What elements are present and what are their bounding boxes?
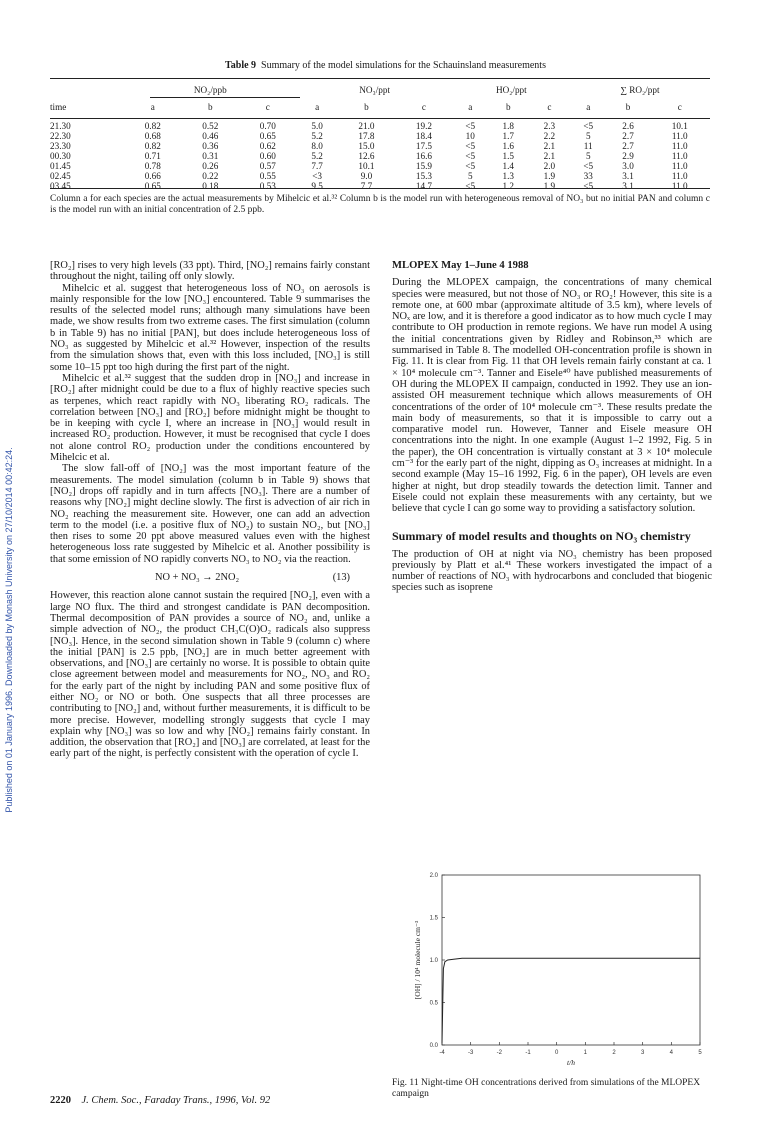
table-subheader bbox=[50, 97, 710, 117]
time-cell: 01.45 bbox=[50, 161, 71, 171]
value-cell: 12.6 bbox=[358, 151, 375, 161]
value-cell: 11.0 bbox=[671, 141, 688, 151]
value-cell: 9.5 bbox=[311, 181, 323, 191]
table-row bbox=[50, 171, 710, 181]
figure-caption: Fig. 11 Night-time OH concentrations derived from simulations of the MLOPEX campaign bbox=[392, 1078, 701, 1099]
value-cell: 3.1 bbox=[622, 171, 634, 181]
equation-number: (13) bbox=[332, 572, 350, 584]
time-cell: 22.30 bbox=[50, 131, 71, 141]
value-cell: 1.7 bbox=[502, 131, 515, 141]
value-cell: 2.3 bbox=[543, 121, 556, 131]
value-cell: 10.1 bbox=[671, 121, 688, 131]
x-tick-label: 4 bbox=[669, 1050, 674, 1056]
time-header: time bbox=[50, 102, 67, 112]
subcol-b: b bbox=[625, 102, 631, 112]
value-cell: 0.31 bbox=[202, 151, 219, 161]
value-cell: 0.55 bbox=[259, 171, 276, 181]
x-tick-label: 0 bbox=[554, 1050, 559, 1056]
value-cell: <5 bbox=[583, 161, 594, 171]
value-cell: 0.68 bbox=[144, 131, 161, 141]
value-cell: 0.65 bbox=[259, 131, 276, 141]
table-title: Summary of the model simulations for the Schauinsland measurements bbox=[261, 60, 546, 71]
value-cell: <5 bbox=[465, 121, 476, 131]
page-number: 2220 bbox=[50, 1095, 71, 1106]
value-cell: 5.0 bbox=[311, 121, 323, 131]
table-row bbox=[50, 117, 710, 131]
value-cell: 0.66 bbox=[144, 171, 161, 181]
value-cell: <5 bbox=[583, 121, 594, 131]
time-cell: 21.30 bbox=[50, 121, 71, 131]
value-cell: 15.0 bbox=[358, 141, 375, 151]
sidebar-text: Published on 01 January 1996. Downloaded by Monash University on 27/10/2014 00:42:24. bbox=[4, 447, 14, 813]
value-cell: <5 bbox=[465, 141, 476, 151]
value-cell: 11.0 bbox=[671, 151, 688, 161]
value-cell: 0.60 bbox=[259, 151, 276, 161]
x-tick-label: -2 bbox=[496, 1050, 503, 1056]
left-column bbox=[50, 260, 370, 760]
value-cell: 2.9 bbox=[622, 151, 634, 161]
subcol-c: c bbox=[547, 102, 552, 112]
x-tick-label: 5 bbox=[698, 1050, 702, 1056]
value-cell: 16.6 bbox=[415, 151, 432, 161]
time-cell: 00.30 bbox=[50, 151, 71, 161]
x-tick-label: -1 bbox=[525, 1050, 531, 1056]
paragraph: Mihelcic et al. suggest that heterogeneous loss of NO₃ on aerosols is mainly responsible for the low [NO₃] encountered. Table 9 summarises the results of the selected model runs; although many simulations have been made, we show results from two extreme cases. The first simulation (column b in Table 9) has no initial [PAN], but does include heterogeneous loss of NO₃ as suggested by Mihelcic et al.³² However, inspection of the results from the simulation shows that, even with this loss included, [NO₃] is still some 10–15 ppt too high during the first part of the night. bbox=[50, 282, 370, 373]
value-cell: 2.7 bbox=[622, 141, 634, 151]
value-cell: 1.5 bbox=[502, 151, 515, 161]
x-tick-label: -4 bbox=[439, 1050, 445, 1056]
time-cell: 03.45 bbox=[50, 181, 71, 191]
value-cell: 0.18 bbox=[202, 181, 219, 191]
value-cell: 0.70 bbox=[259, 121, 276, 131]
value-cell: 10.1 bbox=[358, 161, 375, 171]
subcol-a: a bbox=[468, 102, 473, 112]
value-cell: 1.9 bbox=[543, 171, 556, 181]
value-cell: 11.0 bbox=[671, 171, 688, 181]
value-cell: 21.0 bbox=[358, 121, 375, 131]
subcol-c: c bbox=[421, 102, 426, 112]
equation-text: NO + NO₃ → 2NO₂ bbox=[155, 572, 240, 584]
value-cell: 7.7 bbox=[311, 161, 323, 171]
value-cell: 2.2 bbox=[543, 131, 556, 141]
value-cell: 0.78 bbox=[144, 161, 161, 171]
value-cell: 2.1 bbox=[543, 141, 556, 151]
paragraph: The production of OH at night via NO₃ chemistry has been proposed previously by Platt et al.⁴¹ These workers investigated the impact of a number of reactions of NO₃ with hydrocarbons and concluded that biogenic species such as isoprene bbox=[392, 548, 712, 594]
paragraph: The slow fall-off of [NO₂] was the most important feature of the measurements. The model simulation (column b in Table 9) shows that [NO₂] drops off rapidly and in turn affects [NO₃]. There are a number of reasons why [NO₂] might decline slowly. The first is advection of air rich in NO₂ reaching the measurement site. However, one can add an advection term to the model (i.e. a positive flux of NO₂) to sustain NO₂, but [NO₃] then rises to some 20 ppt above measured values even with the highest heterogeneous loss rate suggested by Mihelcic et al. Another possibility is that some emission of NO rapidly converts NO₃ to NO₂ via the reaction. bbox=[50, 463, 370, 565]
value-cell: 5 bbox=[585, 131, 591, 141]
subcol-a: a bbox=[150, 102, 155, 112]
publication-sidebar bbox=[2, 260, 16, 1000]
table-bottom-rule bbox=[50, 188, 710, 189]
group-no3: NO₃/ppt bbox=[359, 85, 391, 95]
subcol-a: a bbox=[586, 102, 591, 112]
value-cell: 5 bbox=[585, 151, 591, 161]
table-row bbox=[50, 131, 710, 141]
y-tick-label: 1.0 bbox=[429, 958, 438, 964]
value-cell: 7.7 bbox=[360, 181, 373, 191]
table-row bbox=[50, 161, 710, 171]
value-cell: 0.62 bbox=[259, 141, 276, 151]
value-cell: 18.4 bbox=[415, 131, 432, 141]
value-cell: 0.71 bbox=[144, 151, 161, 161]
y-tick-label: 0.5 bbox=[429, 1000, 438, 1007]
page-footer bbox=[50, 1095, 270, 1106]
paragraph: During the MLOPEX campaign, the concentrations of many chemical species were measured, but not those of NO₃ or RO₂! However, this site is a remote one, at 600 mbar (approximate altitude of 3.5 km), where levels of NOₓ are low, and it is therefore a good indicator as to how much cycle I may contribute to OH production in remote regions. We have run model A using the initial concentrations given by Ridley and Robinson,³³ which are summarised in Table 8. The modelled OH-concentration profile is shown in Fig. 11. It is clear from Fig. 11 that OH levels remain fairly constant at ca. 1 × 10⁴ molecule cm⁻³. Tanner and Eisele⁴⁰ have published measurements of OH during the MLOPEX II campaign, conducted in 1992. They use an ion-assisted OH measurement technique which allows measurements of OH concentrations of the order of 10⁴ molecule cm⁻³. These results predate the main body of measurements, so that it is impossible to carry out a comparative model run. However, Tanner and Eisele measure OH concentrations into the night. In one example (August 1–2 1992, Fig. 5 in the paper), the OH concentration is virtually constant at 3 × 10⁴ molecule cm⁻³ for the early part of the night, dipping as O₃ increases at midnight. In a second example (May 15–16 1992, Fig. 6 in the paper), OH levels are even higher at night, but drop steadily towards the detection limit. Tanner and Eisele could not explain these measurements with any certainty, but we believe that cycle I can go some way to providing a satisfactory solution. bbox=[392, 277, 712, 515]
y-tick-label: 1.5 bbox=[429, 915, 438, 922]
value-cell: 0.52 bbox=[202, 121, 219, 131]
subcol-b: b bbox=[505, 102, 511, 112]
table-row bbox=[50, 141, 710, 151]
table-group-header bbox=[50, 83, 710, 97]
subcol-c: c bbox=[265, 102, 270, 112]
journal-citation: J. Chem. Soc., Faraday Trans., 1996, Vol. 92 bbox=[81, 1095, 271, 1106]
y-tick-label: 2.0 bbox=[429, 873, 438, 879]
table-body bbox=[50, 117, 710, 191]
value-cell: 2.6 bbox=[622, 121, 634, 131]
group-no2: NO₂/ppb bbox=[193, 85, 227, 95]
x-tick-label: 3 bbox=[640, 1050, 645, 1056]
paragraph: [RO₂] rises to very high levels (33 ppt). Third, [NO₂] remains fairly constant throughout the night, tailing off only slowly. bbox=[50, 260, 370, 283]
table-number: Table 9 bbox=[225, 60, 257, 71]
section-heading-mlopex: MLOPEX May 1–June 4 1988 bbox=[392, 260, 529, 271]
subcol-b: b bbox=[364, 102, 369, 112]
value-cell: 5.2 bbox=[311, 131, 323, 141]
table-top-rule bbox=[50, 78, 710, 79]
y-tick-label: 0.0 bbox=[429, 1043, 438, 1049]
value-cell: 15.9 bbox=[415, 161, 432, 171]
value-cell: 2.0 bbox=[543, 161, 556, 171]
table-caption bbox=[0, 60, 771, 71]
value-cell: 11 bbox=[583, 141, 593, 151]
value-cell: 11.0 bbox=[671, 161, 688, 171]
time-cell: 02.45 bbox=[50, 171, 71, 181]
value-cell: 2.7 bbox=[622, 131, 634, 141]
value-cell: 9.0 bbox=[360, 171, 373, 181]
paragraph: However, this reaction alone cannot sustain the required [NO₂], even with a large NO flux. The third and strongest candidate is PAN decomposition. Thermal decomposition of PAN provides a source of NO₂ and, unlike a simple advection of NO₂, the product CH₃C(O)O₂ radicals also suppress [NO₃]. Hence, in the second simulation shown in Table 9 (column c) where the initial [PAN] is 2.5 ppb, [NO₂] are in much better agreement with observations, and [NO₃] are certainly no worse. It is possible to obtain quite close agreement between model and measurements for NO₂, NO₃ and RO₂ for the early part of the night by including PAN and some positive flux of either NO₂ or NO or both. One suspects that all three processes are contributing to [NO₂] and, without further measurements, it is difficult to be more precise. However, modelling strongly suggests that cycle I may explain why [NO₃] was so low and why [NO₂] remains fairly constant. In addition, the observation that [RO₂] and [NO₃] are correlated, at least for the early part of the night, is perfectly consistent with the operation of cycle I. bbox=[50, 590, 370, 760]
paragraph: Mihelcic et al.³² suggest that the sudden drop in [NO₃] and increase in [RO₂] after midnight could be due to a flux of highly reactive species such as terpenes, which react rapidly with NO₃ liberating RO₂ radicals. The correlation between [NO₃] and [RO₂] before midnight might be thought to be in keeping with cycle I, where an increase in [NO₃] would result in increased RO₂ production. However, it must be recognised that cycle I does not alone control RO₂ production under the conditions encountered by Mihelcic et al. bbox=[50, 372, 370, 464]
value-cell: 1.6 bbox=[502, 141, 515, 151]
x-tick-label: -3 bbox=[467, 1050, 474, 1056]
value-cell: 0.65 bbox=[144, 181, 161, 191]
value-cell: 33 bbox=[583, 171, 593, 181]
value-cell: 3.0 bbox=[622, 161, 634, 171]
value-cell: 3.1 bbox=[622, 181, 634, 191]
header-rule bbox=[50, 118, 710, 119]
value-cell: 10 bbox=[465, 131, 475, 141]
section-heading-summary: Summary of model results and thoughts on NO₃ chemistry bbox=[392, 528, 691, 543]
oh-chart bbox=[392, 870, 712, 1075]
value-cell: 17.5 bbox=[415, 141, 432, 151]
right-column bbox=[392, 260, 712, 594]
value-cell: 1.9 bbox=[543, 181, 556, 191]
group-rule bbox=[150, 97, 300, 98]
value-cell: 1.4 bbox=[502, 161, 515, 171]
value-cell: <5 bbox=[465, 181, 476, 191]
value-cell: 0.46 bbox=[202, 131, 219, 141]
value-cell: 17.8 bbox=[358, 131, 375, 141]
group-ho2: HO₂/ppt bbox=[495, 85, 527, 95]
value-cell: 1.3 bbox=[502, 171, 515, 181]
subcol-a: a bbox=[315, 102, 320, 112]
y-axis-label: [OH] / 10⁴ molecule cm⁻³ bbox=[413, 920, 422, 1000]
value-cell: 5 bbox=[467, 171, 473, 181]
table-row bbox=[50, 181, 710, 191]
value-cell: 19.2 bbox=[415, 121, 432, 131]
figure-11 bbox=[392, 870, 712, 1075]
table-row bbox=[50, 151, 710, 161]
value-cell: 8.0 bbox=[311, 141, 323, 151]
value-cell: 2.1 bbox=[543, 151, 556, 161]
value-cell: 11.0 bbox=[671, 181, 688, 191]
oh-series-line bbox=[442, 958, 700, 1043]
results-table bbox=[50, 83, 710, 191]
value-cell: 0.57 bbox=[259, 161, 276, 171]
value-cell: 0.26 bbox=[202, 161, 219, 171]
plot-frame bbox=[442, 875, 700, 1045]
value-cell: 1.2 bbox=[502, 181, 515, 191]
x-tick-label: 1 bbox=[583, 1050, 588, 1056]
value-cell: 0.22 bbox=[202, 171, 219, 181]
value-cell: 0.36 bbox=[202, 141, 219, 151]
value-cell: 0.53 bbox=[259, 181, 276, 191]
value-cell: 11.0 bbox=[671, 131, 688, 141]
x-tick-label: 2 bbox=[612, 1050, 616, 1056]
subcol-b: b bbox=[207, 102, 213, 112]
value-cell: <5 bbox=[465, 151, 476, 161]
time-cell: 23.30 bbox=[50, 141, 71, 151]
value-cell: 5.2 bbox=[311, 151, 323, 161]
subcol-c: c bbox=[677, 102, 682, 112]
x-axis-label: t/h bbox=[567, 1058, 575, 1067]
value-cell: 0.82 bbox=[144, 121, 161, 131]
value-cell: <5 bbox=[465, 161, 476, 171]
value-cell: 14.7 bbox=[415, 181, 432, 191]
equation-13 bbox=[50, 565, 370, 590]
group-ro2: ∑ RO₂/ppt bbox=[620, 85, 660, 95]
value-cell: 15.3 bbox=[415, 171, 432, 181]
value-cell: 0.82 bbox=[144, 141, 161, 151]
value-cell: <3 bbox=[312, 171, 323, 181]
table-footnote: Column a for each species are the actual measurements by Mihelcic et al.³² Column b is the model run with heterogeneous removal of NO₃ but no initial PAN and column c is the model run with an initial concentration of 2.5 ppb. bbox=[50, 194, 710, 215]
value-cell: <5 bbox=[583, 181, 594, 191]
value-cell: 1.8 bbox=[502, 121, 515, 131]
